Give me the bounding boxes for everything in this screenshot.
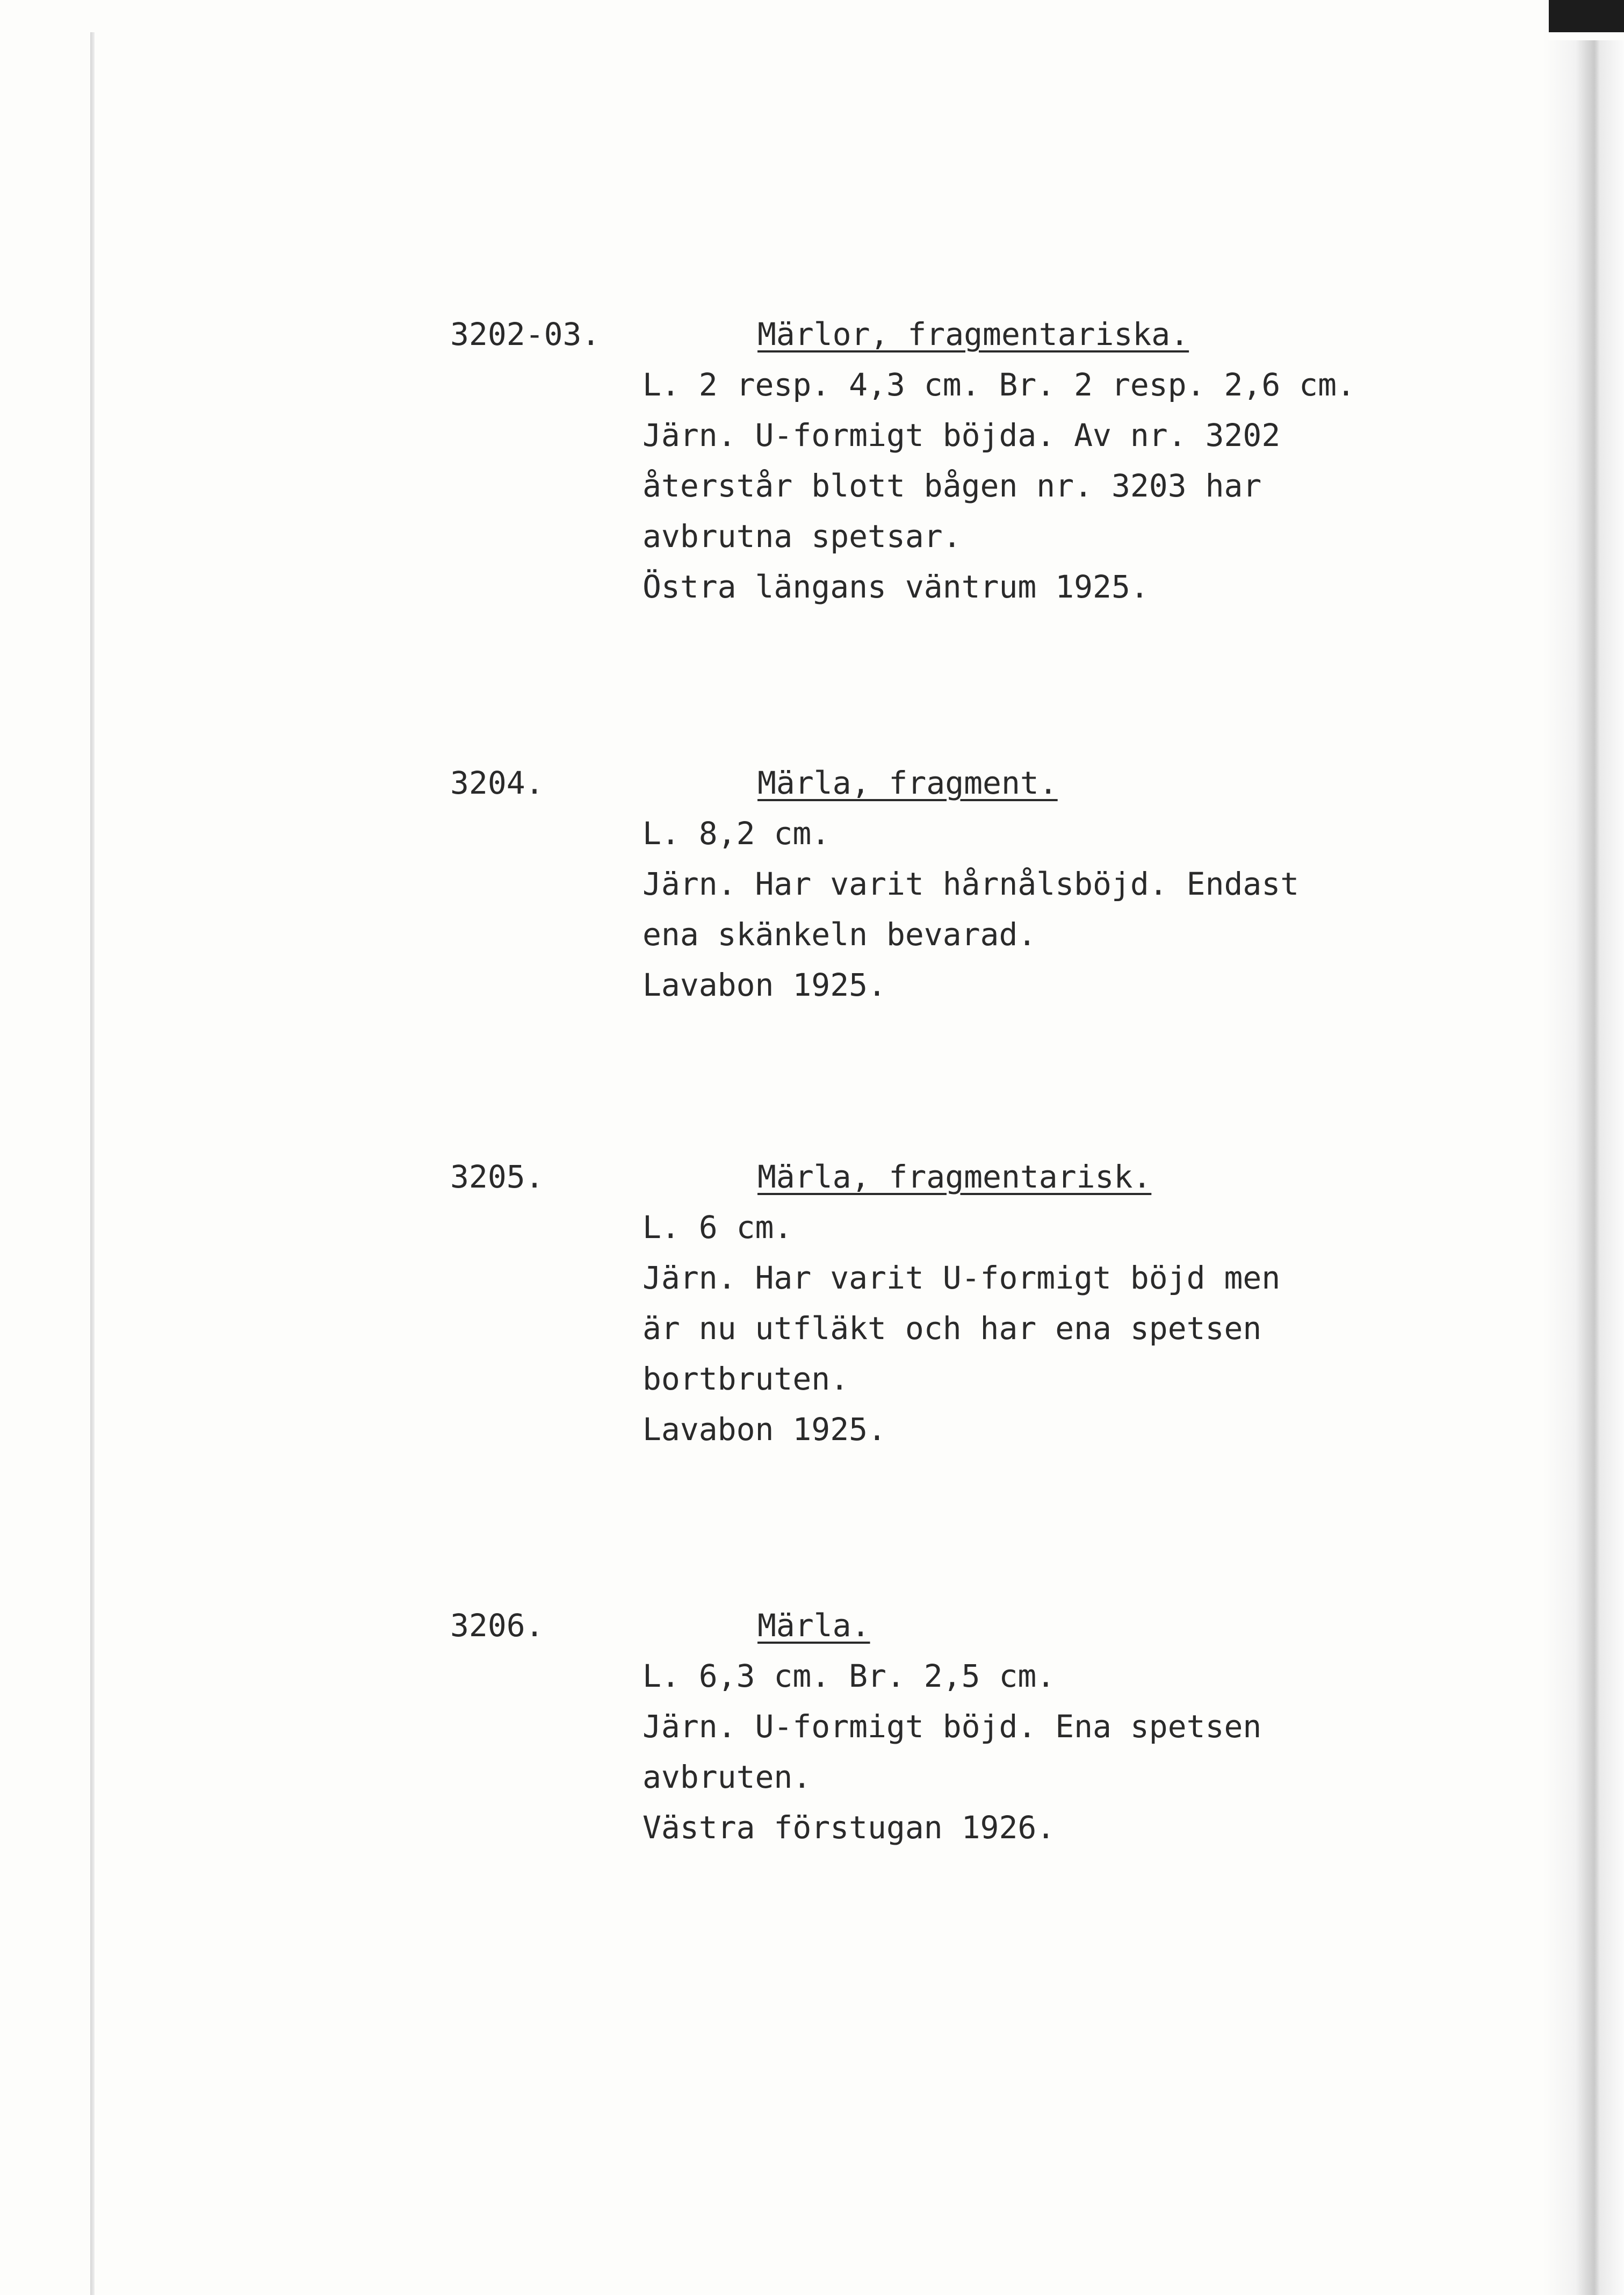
entry-title: Märlor, fragmentariska. xyxy=(757,316,1189,352)
description-line: Järn. U-formigt böjd. Ena spetsen xyxy=(643,1708,1262,1745)
page-corner-mark xyxy=(1549,0,1624,32)
entry-title: Märla, fragment. xyxy=(757,765,1058,801)
entry-number: 3206. xyxy=(450,1607,544,1644)
description-line: avbrutna spetsar. xyxy=(643,518,962,555)
description-line: L. 6 cm. xyxy=(643,1209,793,1246)
description-line: L. 6,3 cm. Br. 2,5 cm. xyxy=(643,1658,1056,1694)
description-line: avbruten. xyxy=(643,1759,812,1795)
entry-description xyxy=(643,808,1299,1010)
description-line: Västra förstugan 1926. xyxy=(643,1809,1056,1846)
description-line: ena skänkeln bevarad. xyxy=(643,916,1037,953)
description-line: Östra längans väntrum 1925. xyxy=(643,569,1149,605)
page-edge-right xyxy=(1543,0,1624,2295)
entry-number: 3204. xyxy=(450,765,544,801)
entry-description xyxy=(643,1651,1261,1853)
entry-description xyxy=(643,359,1355,612)
entry-number: 3202-03. xyxy=(450,316,601,352)
description-line: Järn. Har varit U-formigt böjd men xyxy=(643,1260,1281,1296)
entry-number: 3205. xyxy=(450,1159,544,1195)
page-edge-left xyxy=(90,32,95,2295)
description-line: Järn. Har varit hårnålsböjd. Endast xyxy=(643,866,1300,902)
description-line: är nu utfläkt och har ena spetsen xyxy=(643,1310,1262,1347)
description-line: bortbruten. xyxy=(643,1361,849,1397)
description-line: Järn. U-formigt böjda. Av nr. 3202 xyxy=(643,417,1281,454)
description-line: Lavabon 1925. xyxy=(643,967,886,1003)
entry-title: Märla, fragmentarisk. xyxy=(757,1159,1152,1195)
description-line: L. 2 resp. 4,3 cm. Br. 2 resp. 2,6 cm. xyxy=(643,366,1355,403)
entry-description xyxy=(643,1202,1280,1455)
description-line: L. 8,2 cm. xyxy=(643,815,831,852)
entry-title: Märla. xyxy=(757,1607,870,1644)
description-line: återstår blott bågen nr. 3203 har xyxy=(643,467,1262,504)
description-line: Lavabon 1925. xyxy=(643,1411,886,1448)
